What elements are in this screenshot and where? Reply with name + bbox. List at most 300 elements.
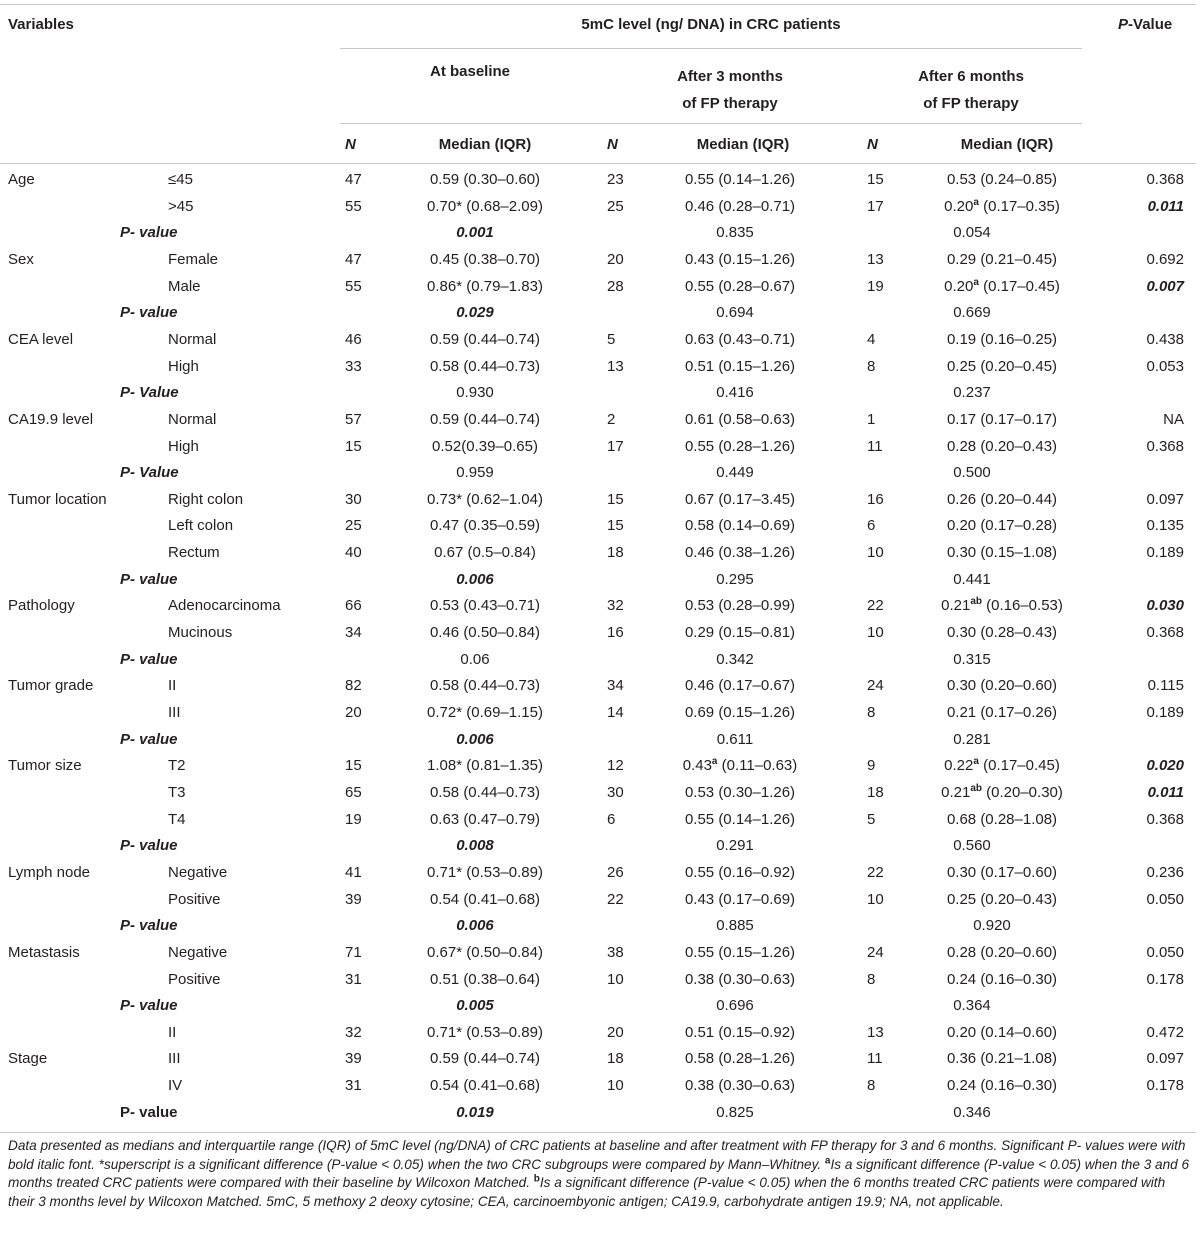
table-row [0, 171, 1196, 198]
n-baseline: 46 [345, 330, 362, 348]
median-baseline: 0.47 (0.35–0.59) [429, 517, 541, 535]
median-6mo: 0.30 (0.17–0.60) [946, 863, 1058, 881]
n-3mo: 10 [607, 1077, 624, 1095]
n-baseline: 33 [345, 357, 362, 375]
median-baseline: 0.54 (0.41–0.68) [429, 890, 541, 908]
pvalue-baseline: 0.008 [456, 837, 494, 855]
n-3mo: 13 [607, 357, 624, 375]
n-6mo: 5 [867, 810, 876, 828]
n-6mo: 10 [867, 624, 884, 642]
n-6mo: 1 [867, 410, 876, 428]
p-value: 0.368 [1146, 437, 1184, 455]
header-bottom-rule [0, 163, 1196, 164]
median-baseline: 0.59 (0.44–0.74) [429, 1050, 541, 1068]
median-value: 0.20 [944, 277, 974, 295]
pvalue-3mo: 0.885 [716, 917, 754, 935]
n-3mo: 26 [607, 863, 624, 881]
median-baseline: 0.59 (0.44–0.74) [429, 330, 541, 348]
variable-name: Tumor size [8, 757, 82, 775]
n-6mo: 24 [867, 677, 884, 695]
pvalue-row [0, 917, 1196, 944]
pvalue-label-text: P- value [120, 304, 178, 322]
pvalue-label [120, 304, 178, 321]
n-3mo: 5 [607, 330, 616, 348]
median-value: 0.43 [682, 757, 712, 775]
median-baseline: 0.46 (0.50–0.84) [429, 624, 541, 642]
n-baseline: 20 [345, 704, 362, 721]
median-6mo: 0.29 (0.21–0.45) [946, 250, 1058, 268]
header-median-3mo: Median (IQR) [696, 136, 790, 153]
table-row [0, 491, 1196, 518]
variable-name: CA19.9 level [8, 410, 94, 428]
median-baseline: 0.71* (0.53–0.89) [427, 863, 543, 881]
significance-superscript: a [973, 196, 979, 208]
n-3mo: 12 [607, 757, 624, 775]
variable-name: Pathology [8, 597, 75, 615]
header-n-6mo: N [867, 136, 878, 153]
pvalue-6mo: 0.237 [953, 384, 991, 402]
n-6mo: 22 [867, 597, 884, 615]
n-6mo: 17 [867, 197, 884, 215]
n-3mo: 17 [607, 437, 624, 455]
table-row [0, 677, 1196, 704]
p-value: 0.236 [1146, 863, 1184, 881]
median-6mo: 0.53 (0.24–0.85) [946, 171, 1058, 188]
median-6mo: 0.28 (0.20–0.43) [946, 437, 1058, 455]
subgroup-name: Rectum [168, 544, 220, 562]
significance-superscript: a [973, 276, 979, 288]
pvalue-3mo: 0.835 [716, 224, 754, 242]
p-value: 0.050 [1146, 890, 1184, 908]
pvalue-label [120, 997, 178, 1014]
median-6mo: 0.36 (0.21–1.08) [946, 1050, 1058, 1068]
n-baseline: 71 [345, 943, 362, 961]
p-value: 0.030 [1146, 597, 1184, 615]
n-3mo: 23 [607, 171, 624, 188]
significance-superscript: ab [970, 596, 982, 608]
n-6mo: 22 [867, 863, 884, 881]
subgroup-name: Right colon [168, 490, 244, 508]
subgroup-name: II [168, 677, 177, 695]
table-row [0, 1077, 1196, 1104]
p-value: 0.097 [1146, 1050, 1184, 1068]
pvalue-label-text: P- value [120, 997, 178, 1015]
subgroup-name: III [168, 1050, 181, 1068]
subgroup-name: High [168, 357, 199, 375]
n-3mo: 32 [607, 597, 624, 615]
subgroup-name: Normal [168, 330, 217, 348]
median-value: 0.21 [941, 783, 971, 801]
variable-name: CEA level [8, 330, 74, 348]
n-3mo: 15 [607, 517, 624, 535]
median-6mo: 0.30 (0.28–0.43) [946, 624, 1058, 642]
pvalue-label-text: P- value [120, 730, 178, 748]
median-3mo: 0.55 (0.14–1.26) [684, 810, 796, 828]
median-baseline: 0.86* (0.79–1.83) [427, 277, 543, 295]
pvalue-3mo: 0.825 [716, 1103, 754, 1121]
median-6mo [922, 757, 1082, 774]
n-6mo: 8 [867, 357, 876, 375]
n-baseline: 30 [345, 490, 362, 508]
n-3mo: 18 [607, 1050, 624, 1068]
median-6mo: 0.24 (0.16–0.30) [946, 970, 1058, 988]
table-row [0, 944, 1196, 971]
median-baseline: 0.70* (0.68–2.09) [427, 197, 543, 215]
n-6mo: 10 [867, 890, 884, 908]
variable-name: Stage [8, 1050, 48, 1068]
median-3mo [660, 757, 820, 774]
subgroup-name: >45 [168, 197, 194, 215]
median-6mo: 0.20 (0.14–0.60) [946, 1023, 1058, 1041]
pvalue-baseline: 0.959 [456, 464, 494, 482]
table-row [0, 597, 1196, 624]
median-6mo [922, 198, 1082, 215]
pvalue-label-text: P- value [120, 1103, 178, 1121]
pvalue-3mo: 0.416 [716, 384, 754, 402]
median-baseline: 0.58 (0.44–0.73) [429, 783, 541, 801]
n-3mo: 22 [607, 890, 624, 908]
p-value: 0.368 [1146, 810, 1184, 828]
header-median-6mo: Median (IQR) [960, 136, 1054, 153]
p-value: 0.472 [1146, 1023, 1184, 1041]
median-6mo: 0.20 (0.17–0.28) [946, 517, 1058, 535]
subgroup-name: High [168, 437, 199, 455]
significance-superscript: ab [970, 782, 982, 794]
median-3mo: 0.53 (0.30–1.26) [684, 783, 796, 801]
n-3mo: 28 [607, 277, 624, 295]
pvalue-baseline: 0.029 [456, 304, 494, 322]
median-3mo: 0.58 (0.28–1.26) [684, 1050, 796, 1068]
n-baseline: 41 [345, 863, 362, 881]
pvalue-baseline: 0.006 [456, 730, 494, 748]
p-value: 0.011 [1147, 783, 1184, 801]
pvalue-baseline: 0.019 [456, 1103, 494, 1121]
table-row [0, 971, 1196, 998]
pvalue-label-text: P- value [120, 837, 178, 855]
n-6mo: 24 [867, 943, 884, 961]
subgroup-name: Mucinous [168, 624, 233, 642]
median-3mo: 0.55 (0.28–1.26) [684, 437, 796, 455]
group-rule [340, 48, 1082, 49]
table-row [0, 411, 1196, 438]
pvalue-row [0, 997, 1196, 1024]
p-value: 0.178 [1146, 970, 1184, 988]
subgroup-name: T3 [168, 783, 186, 801]
table-row [0, 331, 1196, 358]
pvalue-row [0, 837, 1196, 864]
pvalue-baseline: 0.005 [456, 997, 494, 1015]
pvalue-6mo: 0.315 [953, 650, 991, 668]
median-baseline: 0.53 (0.43–0.71) [429, 597, 541, 615]
n-3mo: 2 [607, 410, 616, 428]
median-6mo [922, 597, 1082, 614]
pvalue-row [0, 1104, 1196, 1131]
header-after3: After 3 months of FP therapy [677, 68, 783, 112]
pvalue-label [120, 384, 179, 401]
subgroup-name: Normal [168, 410, 217, 428]
n-baseline: 31 [345, 1077, 362, 1095]
median-6mo: 0.28 (0.20–0.60) [946, 943, 1058, 961]
pvalue-6mo: 0.920 [973, 917, 1011, 935]
table-row [0, 704, 1196, 731]
n-baseline: 55 [345, 197, 362, 215]
median-3mo: 0.51 (0.15–0.92) [684, 1023, 796, 1041]
p-value: 0.178 [1146, 1077, 1184, 1095]
p-value: 0.368 [1146, 171, 1184, 188]
median-3mo: 0.55 (0.15–1.26) [684, 943, 796, 961]
pvalue-row [0, 384, 1196, 411]
pvalue-6mo: 0.441 [953, 570, 991, 588]
n-6mo: 13 [867, 1023, 884, 1041]
table-row [0, 438, 1196, 465]
n-baseline: 15 [345, 437, 362, 455]
pvalue-baseline: 0.006 [456, 917, 494, 935]
pvalue-label-text: P- value [120, 570, 178, 588]
table-row [0, 517, 1196, 544]
n-6mo: 4 [867, 330, 876, 348]
table-row [0, 784, 1196, 811]
subgroup-name: Positive [168, 890, 221, 908]
header-n-3mo: N [607, 136, 618, 153]
median-6mo [922, 784, 1082, 801]
table-row [0, 624, 1196, 651]
subgroup-name: Negative [168, 943, 228, 961]
header-after6: After 6 months of FP therapy [918, 68, 1024, 112]
pvalue-3mo: 0.611 [716, 730, 754, 748]
median-baseline: 0.67* (0.50–0.84) [427, 943, 543, 961]
table-row [0, 864, 1196, 891]
pvalue-6mo: 0.364 [953, 997, 991, 1015]
median-3mo: 0.46 (0.38–1.26) [684, 544, 796, 562]
median-3mo: 0.43 (0.17–0.69) [684, 890, 796, 908]
header-baseline: At baseline [429, 63, 511, 80]
n-3mo: 38 [607, 943, 624, 961]
p-value: 0.097 [1146, 490, 1184, 508]
pvalue-baseline: 0.06 [460, 650, 490, 668]
p-value: 0.053 [1146, 357, 1184, 375]
top-rule [0, 4, 1196, 5]
header-group-title: 5mC level (ng/ DNA) in CRC patients [581, 16, 841, 33]
median-3mo: 0.55 (0.16–0.92) [684, 863, 796, 881]
pvalue-6mo: 0.500 [953, 464, 991, 482]
median-3mo: 0.51 (0.15–1.26) [684, 357, 796, 375]
n-3mo: 14 [607, 704, 624, 721]
median-3mo: 0.58 (0.14–0.69) [684, 517, 796, 535]
n-baseline: 65 [345, 783, 362, 801]
table-row [0, 757, 1196, 784]
median-6mo: 0.17 (0.17–0.17) [946, 410, 1058, 428]
n-3mo: 16 [607, 624, 624, 642]
variable-name: Metastasis [8, 943, 80, 961]
subgroup-name: T4 [168, 810, 186, 828]
iqr-range: (0.20–0.30) [981, 783, 1063, 801]
table-row [0, 544, 1196, 571]
pvalue-label [120, 917, 178, 934]
pvalue-6mo: 0.346 [953, 1103, 991, 1121]
median-baseline: 0.45 (0.38–0.70) [429, 250, 541, 268]
table-row [0, 251, 1196, 278]
header-pvalue: P-Value [1118, 16, 1173, 33]
pvalue-6mo: 0.054 [953, 224, 991, 242]
median-6mo: 0.68 (0.28–1.08) [946, 810, 1058, 828]
subgroup-name: III [168, 704, 181, 721]
significance-superscript: a [973, 756, 979, 768]
pvalue-label [120, 1104, 178, 1121]
n-baseline: 39 [345, 890, 362, 908]
n-baseline: 47 [345, 250, 362, 268]
pvalue-6mo: 0.281 [953, 730, 991, 748]
n-3mo: 25 [607, 197, 624, 215]
median-3mo: 0.38 (0.30–0.63) [684, 1077, 796, 1095]
p-value: 0.007 [1146, 277, 1184, 295]
p-value: 0.011 [1147, 197, 1184, 215]
median-3mo: 0.53 (0.28–0.99) [684, 597, 796, 615]
pvalue-baseline: 0.001 [456, 224, 494, 242]
median-3mo: 0.55 (0.28–0.67) [684, 277, 796, 295]
pvalue-label [120, 464, 179, 481]
n-baseline: 19 [345, 810, 362, 828]
subgroup-name: Female [168, 250, 219, 268]
n-3mo: 10 [607, 970, 624, 988]
iqr-range: (0.16–0.53) [981, 597, 1063, 615]
p-value: 0.115 [1147, 677, 1184, 695]
subgroup-name: Adenocarcinoma [168, 597, 281, 615]
n-3mo: 18 [607, 544, 624, 562]
n-3mo: 6 [607, 810, 616, 828]
n-baseline: 32 [345, 1023, 362, 1041]
p-value: 0.050 [1146, 943, 1184, 961]
median-6mo: 0.19 (0.16–0.25) [946, 330, 1058, 348]
median-baseline: 0.59 (0.44–0.74) [429, 410, 541, 428]
median-6mo: 0.25 (0.20–0.45) [946, 357, 1058, 375]
n-3mo: 15 [607, 490, 624, 508]
pvalue-label [120, 224, 178, 241]
pvalue-row [0, 464, 1196, 491]
median-baseline: 0.72* (0.69–1.15) [427, 704, 543, 721]
header-n-baseline: N [345, 136, 356, 153]
p-value: 0.368 [1146, 624, 1184, 642]
median-6mo [922, 278, 1082, 295]
n-6mo: 16 [867, 490, 884, 508]
pvalue-label [120, 651, 178, 668]
median-3mo: 0.67 (0.17–3.45) [684, 490, 796, 508]
n-3mo: 34 [607, 677, 624, 695]
n-6mo: 8 [867, 970, 876, 988]
variable-name: Age [8, 171, 35, 188]
table-row [0, 1024, 1196, 1051]
iqr-range: (0.11–0.63) [717, 757, 798, 775]
n-6mo: 11 [867, 437, 883, 455]
pvalue-row [0, 224, 1196, 251]
median-6mo: 0.25 (0.20–0.43) [946, 890, 1058, 908]
n-6mo: 9 [867, 757, 876, 775]
pvalue-label-text: P- value [120, 224, 178, 242]
pvalue-label [120, 731, 178, 748]
iqr-range: (0.17–0.45) [978, 277, 1060, 295]
median-3mo: 0.63 (0.43–0.71) [684, 330, 796, 348]
subgroup-name: T2 [168, 757, 186, 775]
n-6mo: 8 [867, 1077, 876, 1095]
variable-name: Tumor location [8, 490, 107, 508]
table-row [0, 278, 1196, 305]
p-value: 0.189 [1146, 544, 1184, 562]
header-median-baseline: Median (IQR) [438, 136, 532, 153]
header-variables: Variables [8, 16, 74, 33]
n-6mo: 10 [867, 544, 884, 562]
n-baseline: 39 [345, 1050, 362, 1068]
iqr-range: (0.17–0.45) [978, 757, 1060, 775]
median-baseline: 0.58 (0.44–0.73) [429, 677, 541, 695]
n-baseline: 25 [345, 517, 362, 535]
p-value: 0.020 [1146, 757, 1184, 775]
pvalue-label-text: P- Value [120, 464, 179, 482]
pvalue-3mo: 0.696 [716, 997, 754, 1015]
n-baseline: 55 [345, 277, 362, 295]
median-baseline: 0.58 (0.44–0.73) [429, 357, 541, 375]
pvalue-3mo: 0.295 [716, 570, 754, 588]
pvalue-row [0, 731, 1196, 758]
pvalue-6mo: 0.560 [953, 837, 991, 855]
median-baseline: 0.67 (0.5–0.84) [434, 544, 536, 562]
n-6mo: 18 [867, 783, 884, 801]
variable-name: Tumor grade [8, 677, 94, 695]
n-6mo: 19 [867, 277, 884, 295]
median-3mo: 0.43 (0.15–1.26) [684, 250, 796, 268]
significance-superscript: a [711, 756, 718, 768]
n-3mo: 20 [607, 250, 624, 268]
p-value: 0.189 [1146, 704, 1184, 721]
table-bottom-rule [0, 1132, 1196, 1133]
p-value: NA [1163, 410, 1184, 428]
n-baseline: 40 [345, 544, 362, 562]
subgroup-name: II [168, 1023, 177, 1041]
pvalue-3mo: 0.694 [716, 304, 754, 322]
subgroup-name: Negative [168, 863, 228, 881]
median-value: 0.20 [944, 197, 974, 215]
iqr-range: (0.17–0.35) [978, 197, 1060, 215]
subgroup-name: Male [168, 277, 201, 295]
n-6mo: 13 [867, 250, 884, 268]
n-6mo: 8 [867, 704, 876, 721]
pvalue-6mo: 0.669 [953, 304, 991, 322]
median-6mo: 0.24 (0.16–0.30) [946, 1077, 1058, 1095]
median-baseline: 1.08* (0.81–1.35) [427, 757, 543, 775]
median-baseline: 0.73* (0.62–1.04) [427, 490, 543, 508]
n-3mo: 30 [607, 783, 624, 801]
median-baseline: 0.71* (0.53–0.89) [427, 1023, 543, 1041]
median-value: 0.21 [941, 597, 971, 615]
median-baseline: 0.52(0.39–0.65) [432, 437, 538, 455]
subgroup-name: Positive [168, 970, 221, 988]
median-3mo: 0.46 (0.28–0.71) [684, 197, 796, 215]
variable-name: Sex [8, 250, 34, 268]
n-baseline: 15 [345, 757, 362, 775]
period-rule [340, 123, 1082, 124]
pvalue-label [120, 571, 178, 588]
median-3mo: 0.38 (0.30–0.63) [684, 970, 796, 988]
n-baseline: 31 [345, 970, 362, 988]
median-6mo: 0.26 (0.20–0.44) [946, 490, 1058, 508]
n-6mo: 6 [867, 517, 876, 535]
n-baseline: 34 [345, 624, 362, 642]
median-value: 0.22 [944, 757, 974, 775]
pvalue-row [0, 571, 1196, 598]
pvalue-3mo: 0.291 [716, 837, 754, 855]
pvalue-label-text: P- Value [120, 384, 179, 402]
p-value: 0.135 [1146, 517, 1184, 535]
table-row [0, 358, 1196, 385]
median-6mo: 0.30 (0.15–1.08) [946, 544, 1058, 562]
